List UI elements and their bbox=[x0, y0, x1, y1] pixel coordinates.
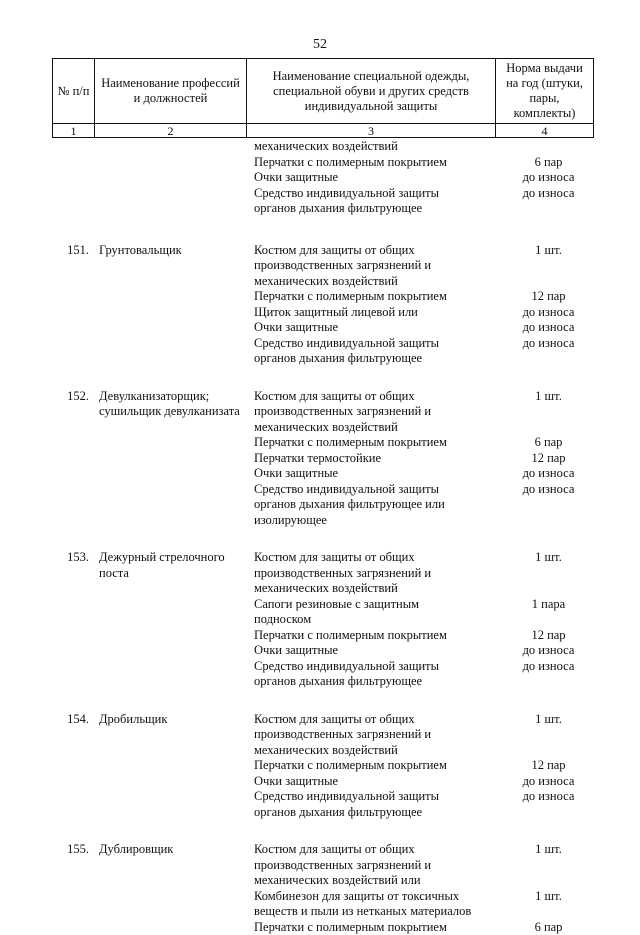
table-row bbox=[52, 712, 593, 821]
ppe-quantity: 6 пар bbox=[504, 155, 593, 171]
ppe-line bbox=[52, 139, 593, 155]
ppe-quantity: 1 шт. bbox=[504, 389, 593, 405]
ppe-item: Очки защитные bbox=[52, 774, 504, 790]
ppe-item: производственных загрязнений и bbox=[52, 404, 504, 420]
ppe-quantity bbox=[504, 674, 593, 690]
ppe-quantity: 12 пар bbox=[504, 758, 593, 774]
ppe-line bbox=[52, 904, 593, 920]
ppe-item: Перчатки с полимерным покрытием bbox=[52, 628, 504, 644]
header-number: № п/п bbox=[53, 59, 95, 124]
ppe-item: Очки защитные bbox=[52, 643, 504, 659]
ppe-quantity bbox=[504, 420, 593, 436]
ppe-item: производственных загрязнений и bbox=[52, 566, 504, 582]
column-number-4: 4 bbox=[496, 124, 594, 138]
table-row bbox=[52, 243, 593, 367]
ppe-item: Средство индивидуальной защиты bbox=[52, 659, 504, 675]
ppe-line bbox=[52, 743, 593, 759]
ppe-item: Очки защитные bbox=[52, 466, 504, 482]
ppe-quantity: 1 шт. bbox=[504, 243, 593, 259]
ppe-item: Перчатки с полимерным покрытием bbox=[52, 155, 504, 171]
table-row bbox=[52, 389, 593, 529]
ppe-item: веществ и пыли из нетканых материалов bbox=[52, 904, 504, 920]
table-row bbox=[52, 842, 593, 935]
ppe-item: органов дыхания фильтрующее bbox=[52, 351, 504, 367]
ppe-item: производственных загрязнений и bbox=[52, 858, 504, 874]
ppe-quantity bbox=[504, 858, 593, 874]
ppe-quantity: до износа bbox=[504, 774, 593, 790]
ppe-quantity: 12 пар bbox=[504, 451, 593, 467]
ppe-line bbox=[52, 336, 593, 352]
ppe-quantity bbox=[504, 727, 593, 743]
entry-content bbox=[52, 842, 593, 935]
entry-content bbox=[52, 139, 593, 217]
ppe-quantity bbox=[504, 139, 593, 155]
ppe-item: Костюм для защиты от общих bbox=[52, 842, 504, 858]
ppe-line bbox=[52, 805, 593, 821]
ppe-line bbox=[52, 920, 593, 935]
ppe-quantity bbox=[504, 351, 593, 367]
ppe-line bbox=[52, 466, 593, 482]
ppe-quantity bbox=[504, 497, 593, 513]
ppe-line bbox=[52, 201, 593, 217]
ppe-line bbox=[52, 305, 593, 321]
entry-content bbox=[52, 243, 593, 367]
ppe-quantity bbox=[504, 904, 593, 920]
ppe-quantity: до износа bbox=[504, 659, 593, 675]
page-number: 52 bbox=[0, 37, 640, 53]
ppe-line bbox=[52, 758, 593, 774]
ppe-line bbox=[52, 258, 593, 274]
ppe-item: изолирующее bbox=[52, 513, 504, 529]
ppe-item: Очки защитные bbox=[52, 320, 504, 336]
ppe-quantity bbox=[504, 513, 593, 529]
entry-profession: Дежурный стрелочного поста bbox=[99, 550, 244, 581]
ppe-line bbox=[52, 482, 593, 498]
ppe-line bbox=[52, 873, 593, 889]
ppe-line bbox=[52, 727, 593, 743]
ppe-item: Средство индивидуальной защиты bbox=[52, 482, 504, 498]
ppe-item: механических воздействий bbox=[52, 274, 504, 290]
ppe-line bbox=[52, 435, 593, 451]
ppe-item: Перчатки с полимерным покрытием bbox=[52, 289, 504, 305]
table-body bbox=[52, 139, 593, 935]
ppe-quantity: до износа bbox=[504, 170, 593, 186]
ppe-line bbox=[52, 659, 593, 675]
ppe-quantity bbox=[504, 612, 593, 628]
ppe-line bbox=[52, 581, 593, 597]
ppe-quantity bbox=[504, 805, 593, 821]
table-header bbox=[52, 58, 594, 138]
ppe-item: Очки защитные bbox=[52, 170, 504, 186]
ppe-quantity bbox=[504, 258, 593, 274]
ppe-item: Костюм для защиты от общих bbox=[52, 550, 504, 566]
ppe-quantity: до износа bbox=[504, 305, 593, 321]
ppe-line bbox=[52, 155, 593, 171]
ppe-line bbox=[52, 789, 593, 805]
ppe-line bbox=[52, 320, 593, 336]
ppe-quantity: 1 шт. bbox=[504, 842, 593, 858]
entry-number: 152. bbox=[59, 389, 89, 405]
ppe-item: механических воздействий bbox=[52, 139, 504, 155]
entry-content bbox=[52, 389, 593, 529]
ppe-quantity: 1 шт. bbox=[504, 712, 593, 728]
header-ppe: Наименование специальной одежды, специальной обуви и других средств индивидуальной защиты bbox=[247, 59, 496, 124]
ppe-quantity bbox=[504, 274, 593, 290]
ppe-quantity bbox=[504, 873, 593, 889]
ppe-item: Перчатки с полимерным покрытием bbox=[52, 920, 504, 935]
ppe-quantity bbox=[504, 566, 593, 582]
ppe-line bbox=[52, 674, 593, 690]
ppe-item: Костюм для защиты от общих bbox=[52, 243, 504, 259]
ppe-item: Перчатки с полимерным покрытием bbox=[52, 435, 504, 451]
entry-profession: Дублировщик bbox=[99, 842, 244, 858]
table-row bbox=[52, 550, 593, 690]
ppe-item: Сапоги резиновые с защитным bbox=[52, 597, 504, 613]
ppe-quantity bbox=[504, 201, 593, 217]
ppe-quantity: 1 пара bbox=[504, 597, 593, 613]
ppe-item: Средство индивидуальной защиты bbox=[52, 789, 504, 805]
ppe-line bbox=[52, 186, 593, 202]
ppe-item: Щиток защитный лицевой или bbox=[52, 305, 504, 321]
ppe-item: подноском bbox=[52, 612, 504, 628]
ppe-line bbox=[52, 513, 593, 529]
ppe-item: Костюм для защиты от общих bbox=[52, 712, 504, 728]
ppe-quantity: до износа bbox=[504, 482, 593, 498]
ppe-item: Комбинезон для защиты от токсичных bbox=[52, 889, 504, 905]
ppe-item: производственных загрязнений и bbox=[52, 727, 504, 743]
ppe-item: механических воздействий bbox=[52, 420, 504, 436]
header-norm: Норма выдачи на год (штуки, пары, комплекты) bbox=[496, 59, 594, 124]
ppe-line bbox=[52, 420, 593, 436]
entry-content bbox=[52, 712, 593, 821]
ppe-line bbox=[52, 451, 593, 467]
ppe-quantity: 12 пар bbox=[504, 289, 593, 305]
table-row bbox=[52, 139, 593, 217]
ppe-item: механических воздействий bbox=[52, 743, 504, 759]
ppe-quantity bbox=[504, 743, 593, 759]
ppe-item: Средство индивидуальной защиты bbox=[52, 336, 504, 352]
ppe-line bbox=[52, 643, 593, 659]
ppe-quantity bbox=[504, 404, 593, 420]
ppe-line bbox=[52, 597, 593, 613]
ppe-quantity: 1 шт. bbox=[504, 550, 593, 566]
ppe-item: Перчатки с полимерным покрытием bbox=[52, 758, 504, 774]
ppe-line bbox=[52, 170, 593, 186]
ppe-item: механических воздействий bbox=[52, 581, 504, 597]
ppe-item: Средство индивидуальной защиты bbox=[52, 186, 504, 202]
entry-number: 154. bbox=[59, 712, 89, 728]
ppe-line bbox=[52, 289, 593, 305]
ppe-item: органов дыхания фильтрующее bbox=[52, 805, 504, 821]
entry-profession: Грунтовальщик bbox=[99, 243, 244, 259]
ppe-line bbox=[52, 858, 593, 874]
ppe-item: механических воздействий или bbox=[52, 873, 504, 889]
ppe-quantity bbox=[504, 581, 593, 597]
entry-number: 151. bbox=[59, 243, 89, 259]
ppe-quantity: 1 шт. bbox=[504, 889, 593, 905]
entry-content bbox=[52, 550, 593, 690]
ppe-item: Костюм для защиты от общих bbox=[52, 389, 504, 405]
ppe-item: органов дыхания фильтрующее bbox=[52, 201, 504, 217]
column-number-2: 2 bbox=[95, 124, 247, 138]
column-number-1: 1 bbox=[53, 124, 95, 138]
ppe-line bbox=[52, 497, 593, 513]
ppe-quantity: 12 пар bbox=[504, 628, 593, 644]
ppe-line bbox=[52, 351, 593, 367]
ppe-item: производственных загрязнений и bbox=[52, 258, 504, 274]
ppe-quantity: до износа bbox=[504, 643, 593, 659]
header-profession: Наименование профессий и должностей bbox=[95, 59, 247, 124]
ppe-quantity: до износа bbox=[504, 320, 593, 336]
ppe-quantity: до износа bbox=[504, 466, 593, 482]
ppe-quantity: 6 пар bbox=[504, 920, 593, 935]
ppe-line bbox=[52, 628, 593, 644]
entry-profession: Дробильщик bbox=[99, 712, 244, 728]
ppe-quantity: до износа bbox=[504, 186, 593, 202]
ppe-item: органов дыхания фильтрующее bbox=[52, 674, 504, 690]
ppe-item: органов дыхания фильтрующее или bbox=[52, 497, 504, 513]
entry-number: 153. bbox=[59, 550, 89, 566]
ppe-item: Перчатки термостойкие bbox=[52, 451, 504, 467]
ppe-line bbox=[52, 612, 593, 628]
ppe-quantity: до износа bbox=[504, 336, 593, 352]
ppe-quantity: 6 пар bbox=[504, 435, 593, 451]
ppe-line bbox=[52, 889, 593, 905]
ppe-line bbox=[52, 774, 593, 790]
ppe-quantity: до износа bbox=[504, 789, 593, 805]
ppe-line bbox=[52, 274, 593, 290]
entry-number: 155. bbox=[59, 842, 89, 858]
entry-profession: Девулканизаторщик; сушильщик девулканизата bbox=[99, 389, 244, 420]
column-number-3: 3 bbox=[247, 124, 496, 138]
